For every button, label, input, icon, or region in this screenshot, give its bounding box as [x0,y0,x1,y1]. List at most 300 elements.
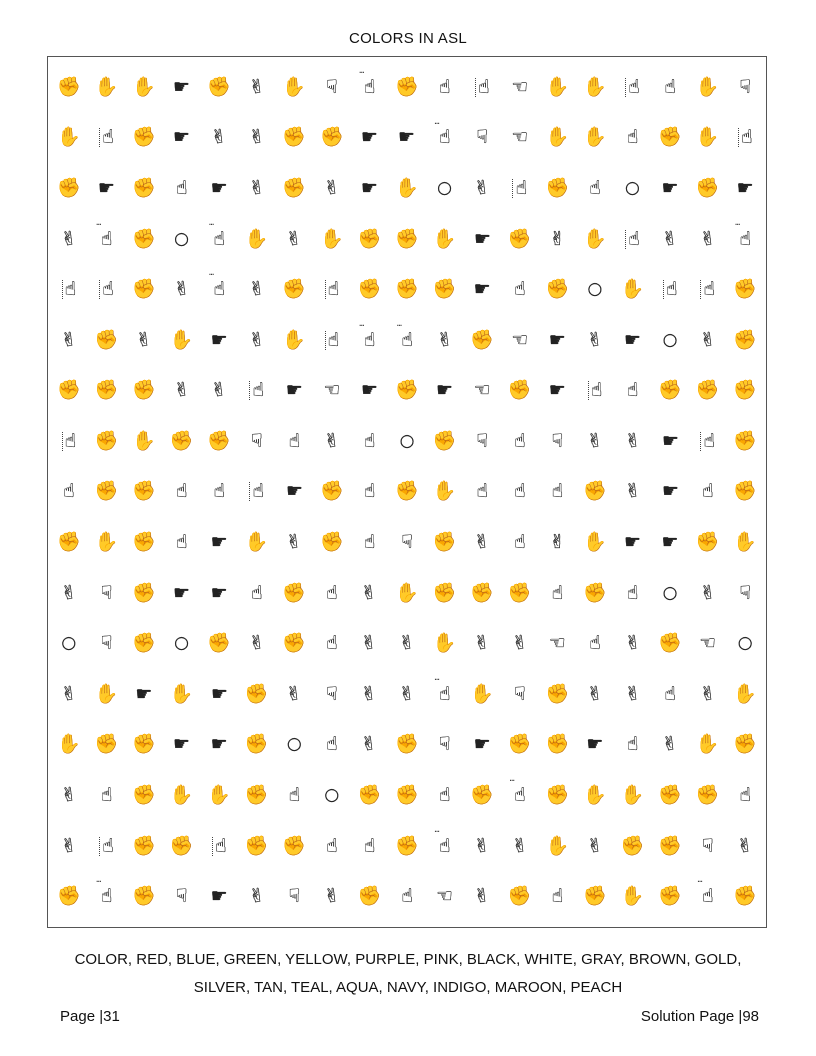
asl-handshape-icon: ○ [587,279,603,300]
grid-cell [726,669,764,720]
grid-cell [313,871,351,922]
grid-cell [726,62,764,113]
asl-handshape-icon: ✌ [585,428,605,453]
asl-handshape-icon: ☝ [100,227,113,250]
grid-cell [238,214,276,265]
solution-page-reference: Solution Page |98 [640,1008,759,1025]
grid-cell [125,467,163,518]
asl-handshape-icon: ☝ [438,126,451,149]
grid-cell [539,214,577,265]
grid-cell [426,720,464,771]
grid-cell [463,163,501,214]
grid-cell [163,366,201,417]
grid-cell [651,770,689,821]
grid-cell [463,770,501,821]
asl-handshape-icon: ○ [174,228,189,249]
grid-cell [463,871,501,922]
grid-cell [463,62,501,113]
asl-handshape-icon: ✊ [244,733,269,756]
grid-cell [614,618,652,669]
grid-cell [238,669,276,720]
asl-handshape-icon: ☜ [473,379,491,402]
asl-handshape-icon: ✋ [620,278,645,301]
grid-cell [313,618,351,669]
grid-cell [200,366,238,417]
grid-cell [463,113,501,164]
asl-handshape-icon: ☝ [326,632,338,655]
asl-handshape-icon: ☝ [626,379,639,402]
asl-handshape-icon: ☝ [62,432,77,451]
asl-handshape-icon: ✊ [620,834,645,857]
asl-handshape-icon: ☛ [210,581,228,604]
grid-cell [200,62,238,113]
asl-handshape-icon: ✊ [132,126,156,149]
asl-handshape-icon: ✌ [472,175,492,200]
asl-handshape-icon: ☝ [175,531,188,554]
grid-cell [88,416,126,467]
asl-handshape-icon: ✋ [395,176,419,199]
asl-handshape-icon: ☝ [363,75,376,98]
asl-handshape-icon: ☛ [661,176,679,199]
asl-handshape-icon: ✋ [583,75,607,98]
asl-handshape-icon: ☝ [664,75,676,98]
asl-handshape-icon: ✊ [432,581,457,604]
asl-handshape-icon: ✌ [247,327,267,352]
asl-handshape-icon: ✌ [59,681,79,706]
grid-cell [651,871,689,922]
asl-handshape-icon: ✊ [94,733,119,756]
grid-cell [125,62,163,113]
asl-handshape-icon: ✋ [695,75,720,98]
grid-cell [463,315,501,366]
asl-handshape-icon: ☝ [363,834,376,857]
grid-cell [125,517,163,568]
grid-cell [163,568,201,619]
grid-cell [313,467,351,518]
grid-cell [726,214,764,265]
asl-handshape-icon: ✊ [357,784,382,807]
asl-handshape-icon: ✊ [695,176,720,199]
asl-handshape-icon: ☝ [551,480,564,503]
asl-handshape-icon: ○ [737,633,753,654]
page-number: Page |31 [60,1008,120,1025]
grid-cell [426,366,464,417]
asl-handshape-icon: ✌ [322,884,342,909]
grid-cell [163,871,201,922]
asl-handshape-icon: ☝ [588,381,603,400]
asl-handshape-icon: ☚ [661,429,679,452]
grid-cell [689,467,727,518]
grid-cell [426,770,464,821]
grid-cell [501,113,539,164]
asl-handshape-icon: ✋ [244,531,269,554]
grid-cell [463,821,501,872]
asl-handshape-icon: ☝ [625,78,640,97]
asl-handshape-icon: ☜ [511,328,529,351]
grid-cell [313,366,351,417]
grid-cell [50,62,88,113]
grid-cell [50,315,88,366]
grid-cell [501,214,539,265]
grid-cell [351,62,389,113]
asl-handshape-icon: ☝ [99,280,114,299]
asl-handshape-icon: ☟ [513,682,526,705]
asl-handshape-icon: ✊ [282,834,307,857]
asl-handshape-icon: ✊ [695,379,720,402]
asl-handshape-icon: ✊ [545,278,570,301]
asl-handshape-icon: ☝ [438,682,451,705]
grid-cell [275,366,313,417]
grid-cell [614,163,652,214]
asl-handshape-icon: ✌ [59,833,79,858]
grid-cell [726,770,764,821]
asl-handshape-icon: ✌ [359,631,379,656]
grid-cell [88,467,126,518]
grid-cell [125,618,163,669]
grid-cell [426,264,464,315]
grid-cell [539,416,577,467]
asl-handshape-icon: ✌ [549,531,566,554]
asl-handshape-icon: ✌ [698,681,717,706]
page-title: COLORS IN ASL [348,30,468,47]
grid-cell [463,720,501,771]
asl-handshape-icon: ☛ [586,733,604,756]
grid-cell [651,568,689,619]
asl-handshape-icon: ☚ [173,75,191,98]
grid-cell [88,871,126,922]
asl-handshape-icon: ☝ [626,581,639,604]
grid-cell [501,669,539,720]
asl-handshape-icon: ✊ [545,733,570,756]
asl-handshape-icon: ☝ [589,632,601,655]
grid-cell [351,871,389,922]
asl-handshape-icon: ☝ [175,176,188,199]
asl-handshape-icon: ☟ [288,885,301,908]
grid-cell [238,416,276,467]
grid-cell [50,264,88,315]
asl-handshape-icon: ✊ [282,278,307,301]
asl-handshape-icon: ✋ [470,682,494,705]
asl-handshape-icon: ✋ [94,75,119,98]
grid-cell [501,871,539,922]
grid-cell [275,871,313,922]
grid-cell [689,821,727,872]
asl-handshape-icon: ☝ [438,784,451,807]
asl-handshape-icon: ☚ [661,480,679,503]
asl-handshape-icon: ☚ [360,379,378,402]
asl-handshape-icon: ☝ [326,834,338,857]
asl-handshape-icon: ✌ [622,631,642,656]
grid-cell [125,871,163,922]
asl-handshape-icon: ✊ [695,784,720,807]
grid-cell [351,264,389,315]
grid-cell [576,568,614,619]
motion-mark-icon: … [96,875,102,885]
grid-cell [238,366,276,417]
grid-cell [689,720,727,771]
grid-cell [50,770,88,821]
asl-handshape-icon: ☝ [589,176,601,199]
asl-handshape-icon: ✊ [395,480,419,503]
grid-cell [576,517,614,568]
asl-handshape-icon: ✊ [132,176,156,199]
asl-handshape-icon: ✌ [134,327,154,352]
asl-handshape-icon: ✌ [359,732,379,757]
asl-handshape-icon: ☜ [699,632,717,655]
grid-cell [726,113,764,164]
asl-handshape-icon: ☛ [210,733,228,756]
grid-cell [689,618,727,669]
grid-cell [88,770,126,821]
grid-cell [275,214,313,265]
asl-handshape-icon: ☜ [436,885,454,908]
grid-cell [539,669,577,720]
grid-cell [689,871,727,922]
asl-handshape-icon: ✊ [56,379,81,402]
asl-handshape-icon: ✊ [583,581,607,604]
grid-cell [576,62,614,113]
grid-cell [426,871,464,922]
grid-cell [426,669,464,720]
grid-cell [388,821,426,872]
grid-cell [313,163,351,214]
asl-handshape-icon: ✊ [94,480,119,503]
grid-cell [88,669,126,720]
asl-handshape-icon: ✊ [395,733,419,756]
grid-cell [238,264,276,315]
grid-cell [651,416,689,467]
asl-handshape-icon: ✊ [282,176,307,199]
grid-cell [163,264,201,315]
grid-cell [651,62,689,113]
asl-handshape-icon: ☛ [210,328,228,351]
asl-handshape-icon: ☝ [213,278,225,301]
asl-handshape-icon: ✋ [56,733,81,756]
asl-handshape-icon: ✊ [658,632,682,655]
asl-handshape-icon: ✌ [59,580,79,605]
word-list-line-1: COLOR, RED, BLUE, GREEN, YELLOW, PURPLE, PINK, BLACK, WHITE, GRAY, BROWN, GOLD, [74,951,742,968]
asl-handshape-icon: ✊ [733,278,758,301]
grid-cell [238,62,276,113]
asl-handshape-icon: ✊ [207,75,231,98]
asl-handshape-icon: ☝ [401,885,413,908]
asl-handshape-icon: ☝ [739,227,751,250]
grid-cell [726,315,764,366]
asl-handshape-icon: ✊ [169,834,194,857]
asl-handshape-icon: ☝ [249,482,264,501]
grid-cell [125,770,163,821]
asl-handshape-icon: ☝ [739,784,751,807]
grid-cell [463,669,501,720]
grid-cell [689,416,727,467]
grid-cell [238,770,276,821]
motion-mark-icon: … [434,824,440,834]
asl-handshape-icon: ☝ [513,429,526,452]
grid-cell [50,669,88,720]
grid-cell [651,669,689,720]
asl-handshape-icon: ☝ [512,179,527,198]
grid-cell [388,214,426,265]
grid-cell [88,62,126,113]
grid-cell [163,113,201,164]
grid-cell [539,821,577,872]
asl-handshape-icon: ✊ [320,480,344,503]
grid-cell [651,517,689,568]
grid-cell [313,264,351,315]
grid-cell [351,517,389,568]
asl-handshape-icon: ☜ [323,379,341,402]
asl-handshape-icon: ☛ [473,278,491,301]
grid-cell [614,264,652,315]
grid-cell [125,315,163,366]
asl-handshape-icon: ✊ [132,581,156,604]
asl-handshape-icon: ✋ [169,682,194,705]
asl-handshape-icon: ☚ [285,480,303,503]
asl-handshape-icon: ✌ [735,833,755,858]
grid-cell [576,113,614,164]
asl-handshape-icon: ☟ [476,126,488,149]
grid-cell [50,517,88,568]
grid-cell [313,214,351,265]
grid-cell [275,770,313,821]
asl-handshape-icon: ✌ [549,227,566,250]
grid-cell [388,416,426,467]
asl-handshape-icon: ✋ [432,227,457,250]
grid-cell [238,113,276,164]
asl-handshape-icon: ✌ [660,732,680,757]
grid-cell [88,366,126,417]
asl-handshape-icon: ✊ [320,531,344,554]
motion-mark-icon: … [509,774,515,784]
asl-handshape-icon: ✌ [247,277,267,302]
grid-cell [388,568,426,619]
motion-mark-icon: … [209,217,214,227]
asl-handshape-icon: ✊ [169,429,194,452]
asl-handshape-icon: ✋ [56,126,81,149]
grid-cell [539,113,577,164]
grid-cell [313,821,351,872]
asl-handshape-icon: ✋ [432,480,457,503]
asl-handshape-icon: ✋ [169,784,194,807]
asl-handshape-icon: ○ [399,430,415,451]
asl-handshape-icon: ✊ [282,581,307,604]
grid-cell [351,163,389,214]
asl-handshape-icon: ☛ [210,531,228,554]
grid-cell [463,618,501,669]
motion-mark-icon: … [359,318,365,328]
grid-cell [50,416,88,467]
grid-cell [50,618,88,669]
grid-cell [200,871,238,922]
grid-cell [576,618,614,669]
asl-handshape-icon: ☟ [739,581,751,604]
grid-cell [313,62,351,113]
grid-cell [426,517,464,568]
asl-handshape-icon: ✌ [59,327,79,352]
grid-cell [50,163,88,214]
asl-handshape-icon: ✌ [359,580,379,605]
asl-handshape-icon: ✊ [94,379,119,402]
asl-handshape-icon: ☝ [701,885,714,908]
grid-cell [614,871,652,922]
grid-cell [689,568,727,619]
asl-handshape-icon: ✌ [209,378,229,403]
grid-cell [539,871,577,922]
asl-handshape-icon: ✊ [132,531,156,554]
asl-handshape-icon: ✊ [132,379,156,402]
grid-cell [313,669,351,720]
asl-handshape-icon: ○ [662,582,678,603]
asl-handshape-icon: ☛ [661,531,679,554]
grid-cell [125,214,163,265]
asl-handshape-icon: ☝ [700,280,715,299]
grid-cell [539,264,577,315]
grid-cell [125,113,163,164]
grid-cell [614,113,652,164]
grid-cell [426,113,464,164]
grid-cell [576,871,614,922]
asl-handshape-icon: ✊ [432,429,457,452]
asl-handshape-icon: ✊ [507,227,532,250]
asl-handshape-icon: ✌ [322,428,342,453]
asl-handshape-icon: ☜ [511,126,529,149]
grid-cell [200,113,238,164]
grid-cell [426,568,464,619]
motion-mark-icon: … [434,116,440,126]
grid-cell [125,264,163,315]
asl-handshape-icon: ✊ [432,531,457,554]
grid-cell [726,264,764,315]
asl-handshape-icon: ☝ [99,128,114,147]
asl-handshape-icon: ✋ [432,632,457,655]
asl-handshape-icon: ☛ [210,176,228,199]
grid-cell [163,315,201,366]
asl-handshape-icon: ✊ [658,885,682,908]
asl-handshape-icon: ☚ [210,682,228,705]
asl-handshape-icon: ✊ [583,885,607,908]
asl-handshape-icon: ✌ [397,631,417,656]
asl-handshape-icon: ✌ [397,681,417,706]
grid-cell [313,315,351,366]
grid-cell [614,62,652,113]
grid-cell [200,821,238,872]
grid-cell [238,163,276,214]
grid-cell [726,467,764,518]
asl-handshape-icon: ☛ [473,733,491,756]
asl-handshape-icon: ✊ [545,682,570,705]
grid-cell [576,163,614,214]
asl-handshape-icon: ✊ [507,379,532,402]
grid-cell [501,770,539,821]
asl-handshape-icon: ✌ [247,74,267,99]
grid-cell [426,214,464,265]
grid-cell [539,467,577,518]
asl-handshape-icon: ✋ [695,733,720,756]
asl-handshape-icon: ✊ [132,480,156,503]
asl-handshape-icon: ☝ [363,531,376,554]
grid-cell [163,720,201,771]
grid-cell [726,821,764,872]
asl-handshape-icon: ✊ [733,429,758,452]
grid-cell [539,618,577,669]
asl-handshape-icon: ○ [324,785,340,806]
asl-handshape-icon: ✊ [507,885,532,908]
asl-handshape-icon: ☚ [473,227,491,250]
asl-handshape-icon: ✊ [470,581,494,604]
grid-cell [651,264,689,315]
grid-cell [726,618,764,669]
asl-handshape-icon: ✌ [247,125,267,150]
